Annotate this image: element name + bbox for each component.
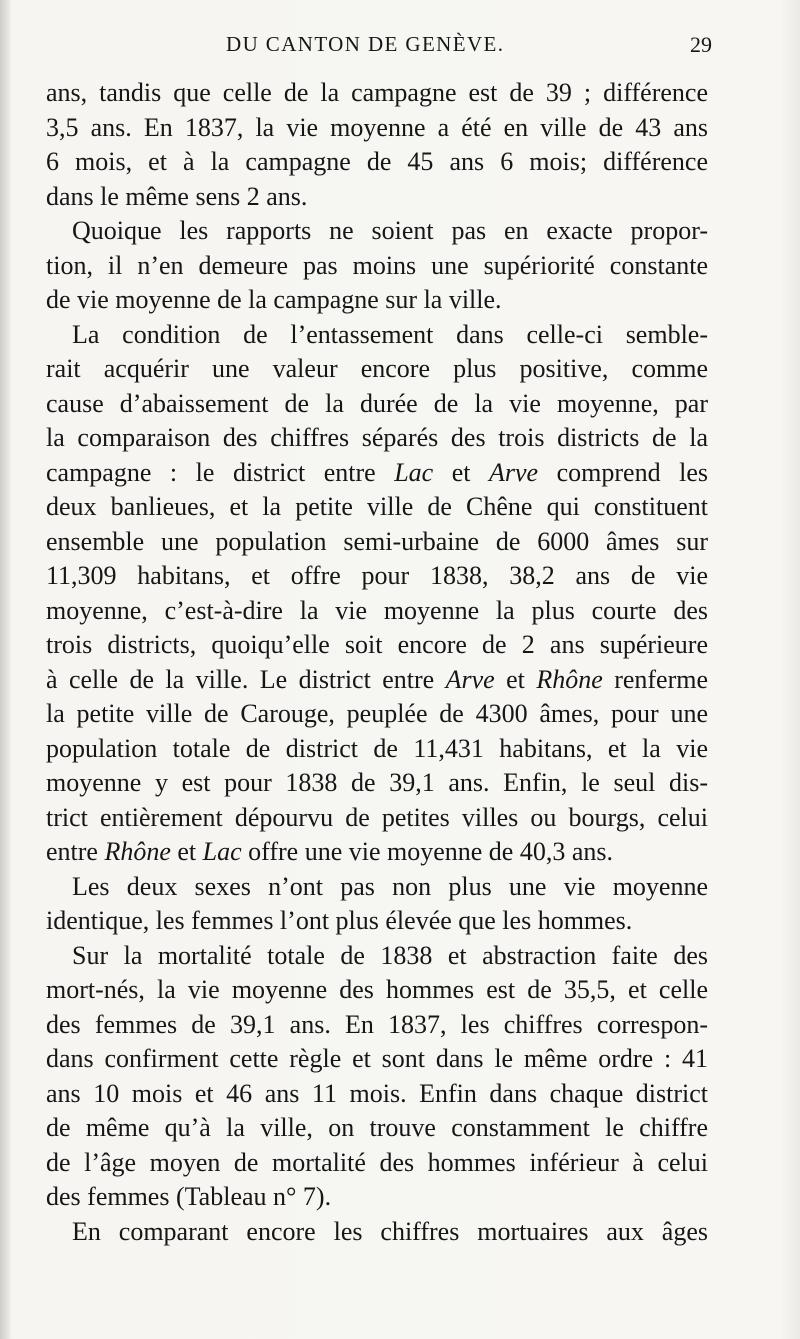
text-line xyxy=(46,1215,708,1250)
text-segment: renferme xyxy=(602,664,709,694)
text-segment: cause d’abaissement de la durée de la vie moyenne, par xyxy=(46,388,708,418)
text-segment: ans 10 mois et 46 ans 11 mois. Enfin dans chaque district xyxy=(46,1078,708,1108)
text-line xyxy=(46,939,708,974)
text-segment: la comparaison des chiffres séparés des trois districts de la xyxy=(46,423,708,452)
text-line xyxy=(46,973,708,1008)
page-gutter-shadow xyxy=(0,0,10,1339)
text-line xyxy=(46,249,708,284)
text-line xyxy=(46,1077,708,1112)
text-line xyxy=(46,490,708,525)
text-line xyxy=(46,352,708,387)
text-line xyxy=(46,525,708,560)
text-line xyxy=(46,318,708,353)
text-line xyxy=(46,387,708,422)
text-segment: Sur la mortalité totale de 1838 et abstraction faite des xyxy=(72,940,708,970)
text-segment: dans confirment cette règle et sont dans le même ordre : 41 xyxy=(46,1044,708,1073)
body-text xyxy=(46,76,708,1249)
text-segment: des femmes de 39,1 ans. En 1837, les chiffres correspon- xyxy=(46,1009,708,1039)
text-segment: 11,309 habitans, et offre pour 1838, 38,2 ans de vie xyxy=(46,561,708,590)
text-segment: rait acquérir une valeur encore plus positive, comme xyxy=(46,354,708,383)
text-segment: à celle de la ville. Le district entre xyxy=(46,664,446,694)
text-line xyxy=(46,283,708,318)
text-segment: 6 mois, et à la campagne de 45 ans 6 mois; différence xyxy=(46,147,708,176)
text-segment: La condition de l’entassement dans celle-ci semble- xyxy=(72,319,708,349)
text-line xyxy=(46,835,708,870)
text-segment: offre une vie moyenne de 40,3 ans. xyxy=(241,837,614,866)
text-line xyxy=(46,1111,708,1146)
text-segment: dans le même sens 2 ans. xyxy=(46,181,308,211)
italic-place-name: Rhône xyxy=(104,837,171,866)
text-segment: mort-nés, la vie moyenne des hommes est de 35,5, et celle xyxy=(46,975,708,1004)
text-segment: deux banlieues, et la petite ville de Chêne qui constituent xyxy=(46,492,708,521)
text-line xyxy=(46,732,708,767)
text-segment: tion, il n’en demeure pas moins une supériorité constante xyxy=(46,250,708,280)
text-segment: ensemble une population semi-urbaine de 6000 âmes sur xyxy=(46,526,708,556)
text-line xyxy=(46,1180,708,1215)
text-line xyxy=(46,76,708,111)
text-segment: des femmes (Tableau n° 7). xyxy=(46,1182,332,1211)
running-title: DU CANTON DE GENÈVE. xyxy=(226,32,505,56)
text-segment: de vie moyenne de la campagne sur la ville. xyxy=(46,285,502,314)
text-line xyxy=(46,111,708,146)
text-line xyxy=(46,1146,708,1181)
text-segment: entre xyxy=(46,837,105,866)
text-segment: de même qu’à la ville, on trouve constamment le chiffre xyxy=(46,1113,708,1142)
text-segment: de l’âge moyen de mortalité des hommes inférieur à celui xyxy=(46,1147,708,1177)
text-segment: et xyxy=(170,837,203,866)
text-line xyxy=(46,145,708,180)
italic-place-name: Arve xyxy=(445,664,495,694)
text-segment: campagne : le district entre xyxy=(46,457,395,487)
text-segment: comprend les xyxy=(538,457,709,487)
text-line xyxy=(46,456,708,491)
text-segment: population totale de district de 11,431 habitans, et la vie xyxy=(46,733,708,763)
text-segment: et xyxy=(494,664,537,694)
page-number: 29 xyxy=(690,32,712,57)
text-segment: Quoique les rapports ne soient pas en exacte propor- xyxy=(72,216,708,245)
text-line xyxy=(46,1042,708,1077)
italic-place-name: Lac xyxy=(202,837,242,866)
text-segment: et xyxy=(433,457,490,487)
text-segment: moyenne y est pour 1838 de 39,1 ans. Enfin, le seul dis- xyxy=(46,768,708,797)
text-segment: 3,5 ans. En 1837, la vie moyenne a été en ville de 43 ans xyxy=(46,112,708,142)
text-line xyxy=(46,697,708,732)
text-segment: moyenne, c’est-à-dire la vie moyenne la plus courte des xyxy=(46,595,708,625)
text-segment: Les deux sexes n’ont pas non plus une vie moyenne xyxy=(72,871,708,901)
text-line xyxy=(46,1008,708,1043)
text-line xyxy=(46,870,708,905)
text-segment: trois districts, quoiqu’elle soit encore de 2 ans supérieure xyxy=(46,630,708,659)
running-head xyxy=(46,32,712,62)
text-line xyxy=(46,559,708,594)
text-line xyxy=(46,766,708,801)
italic-place-name: Lac xyxy=(394,457,434,487)
text-line xyxy=(46,421,708,456)
italic-place-name: Rhône xyxy=(536,664,603,694)
text-segment: En comparant encore les chiffres mortuaires aux âges xyxy=(72,1216,708,1246)
text-segment: identique, les femmes l’ont plus élevée que les hommes. xyxy=(46,906,633,935)
italic-place-name: Arve xyxy=(489,457,539,487)
text-segment: trict entièrement dépourvu de petites villes ou bourgs, celui xyxy=(46,802,708,832)
text-line xyxy=(46,214,708,249)
text-segment: la petite ville de Carouge, peuplée de 4300 âmes, pour une xyxy=(46,699,708,728)
text-line xyxy=(46,628,708,663)
text-line xyxy=(46,801,708,836)
text-line xyxy=(46,663,708,698)
text-line xyxy=(46,594,708,629)
text-line xyxy=(46,904,708,939)
text-segment: ans, tandis que celle de la campagne est de 39 ; différence xyxy=(46,78,708,107)
text-line xyxy=(46,180,708,215)
